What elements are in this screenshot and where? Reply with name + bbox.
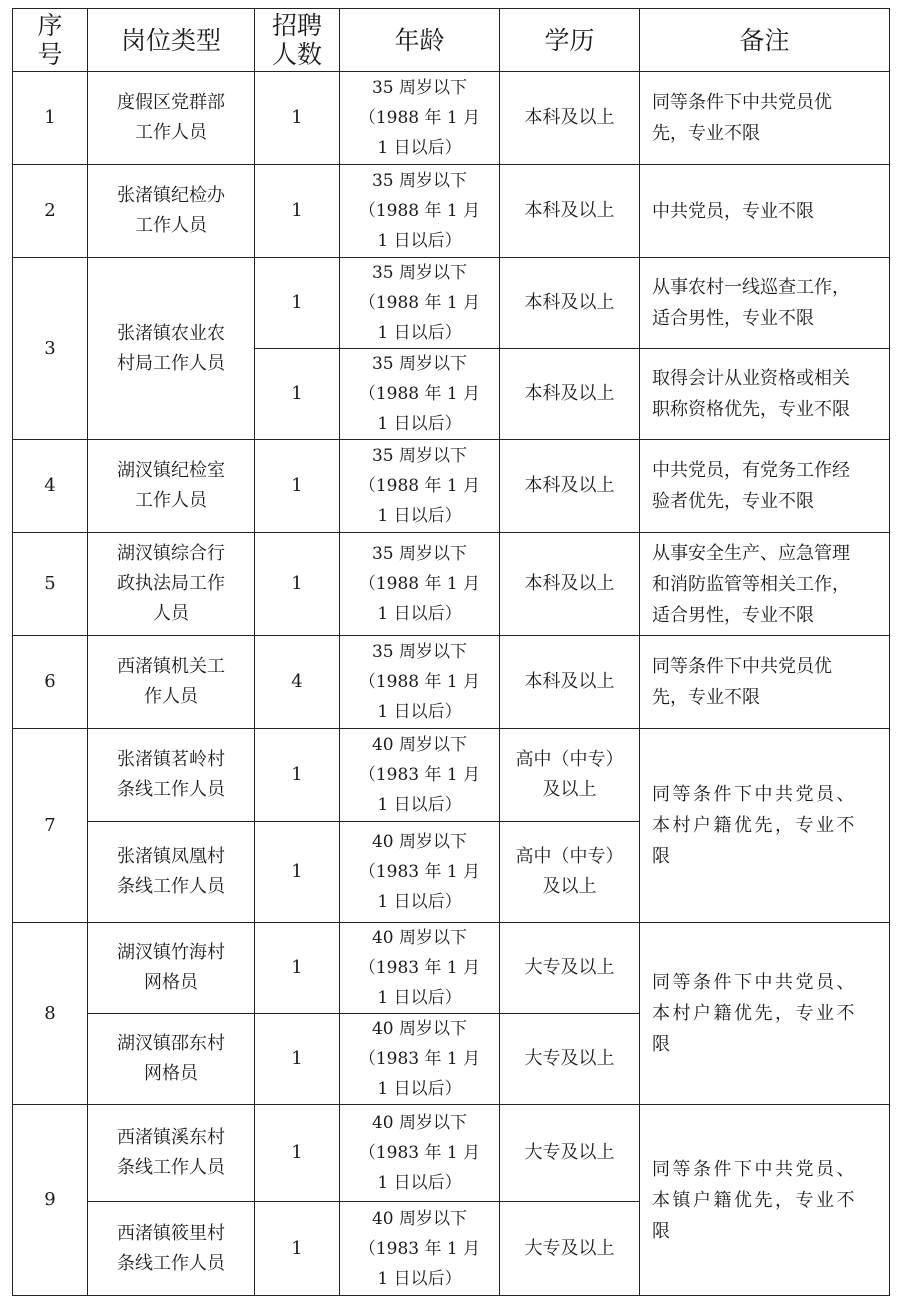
row-seq: 2 bbox=[13, 165, 88, 258]
row-seq: 9 bbox=[13, 1105, 88, 1296]
row-post: 度假区党群部 工作人员 bbox=[88, 72, 255, 165]
row-seq: 1 bbox=[13, 72, 88, 165]
row-count: 1 bbox=[255, 822, 340, 923]
row-count: 1 bbox=[255, 72, 340, 165]
table-row bbox=[13, 258, 890, 349]
header-seq: 序 号 bbox=[13, 9, 88, 72]
table-row bbox=[13, 729, 890, 822]
row-age: 40 周岁以下 （1983 年 1 月 1 日以后） bbox=[340, 1105, 500, 1202]
row-edu: 本科及以上 bbox=[500, 72, 640, 165]
row-count: 4 bbox=[255, 636, 340, 729]
row-count: 1 bbox=[255, 729, 340, 822]
row-note: 中共党员，有党务工作经 验者优先，专业不限 bbox=[640, 440, 890, 533]
recruitment-table bbox=[12, 8, 890, 1296]
row-edu: 大专及以上 bbox=[500, 923, 640, 1014]
table-row bbox=[13, 440, 890, 533]
row-note: 同等条件下中共党员、 本镇户籍优先，专业不 限 bbox=[640, 1105, 890, 1296]
row-age: 35 周岁以下 （1988 年 1 月 1 日以后） bbox=[340, 533, 500, 636]
row-count: 1 bbox=[255, 1014, 340, 1105]
row-count: 1 bbox=[255, 1105, 340, 1202]
table-row bbox=[13, 923, 890, 1014]
row-note: 中共党员，专业不限 bbox=[640, 165, 890, 258]
row-edu: 大专及以上 bbox=[500, 1014, 640, 1105]
row-count: 1 bbox=[255, 258, 340, 349]
row-note: 同等条件下中共党员、 本村户籍优先，专业不 限 bbox=[640, 923, 890, 1105]
row-seq: 3 bbox=[13, 258, 88, 440]
row-post: 西渚镇溪东村 条线工作人员 bbox=[88, 1105, 255, 1202]
table-header-row bbox=[13, 9, 890, 72]
recruitment-table-container bbox=[12, 8, 890, 1296]
row-count: 1 bbox=[255, 923, 340, 1014]
table-row bbox=[13, 533, 890, 636]
header-edu: 学历 bbox=[500, 9, 640, 72]
row-age: 40 周岁以下 （1983 年 1 月 1 日以后） bbox=[340, 729, 500, 822]
row-age: 35 周岁以下 （1988 年 1 月 1 日以后） bbox=[340, 349, 500, 440]
row-edu: 高中（中专） 及以上 bbox=[500, 729, 640, 822]
row-post: 西渚镇机关工 作人员 bbox=[88, 636, 255, 729]
row-edu: 本科及以上 bbox=[500, 349, 640, 440]
row-age: 35 周岁以下 （1988 年 1 月 1 日以后） bbox=[340, 258, 500, 349]
row-post: 张渚镇纪检办 工作人员 bbox=[88, 165, 255, 258]
row-note: 从事农村一线巡查工作， 适合男性，专业不限 bbox=[640, 258, 890, 349]
row-seq: 5 bbox=[13, 533, 88, 636]
row-seq: 8 bbox=[13, 923, 88, 1105]
row-count: 1 bbox=[255, 165, 340, 258]
row-note: 同等条件下中共党员优 先，专业不限 bbox=[640, 72, 890, 165]
row-edu: 本科及以上 bbox=[500, 165, 640, 258]
row-note: 同等条件下中共党员优 先，专业不限 bbox=[640, 636, 890, 729]
row-seq: 4 bbox=[13, 440, 88, 533]
header-count: 招聘 人数 bbox=[255, 9, 340, 72]
row-age: 40 周岁以下 （1983 年 1 月 1 日以后） bbox=[340, 1202, 500, 1296]
row-edu: 大专及以上 bbox=[500, 1202, 640, 1296]
row-edu: 本科及以上 bbox=[500, 533, 640, 636]
row-count: 1 bbox=[255, 349, 340, 440]
row-post: 湖汊镇邵东村 网格员 bbox=[88, 1014, 255, 1105]
row-post: 湖汊镇竹海村 网格员 bbox=[88, 923, 255, 1014]
row-age: 35 周岁以下 （1988 年 1 月 1 日以后） bbox=[340, 636, 500, 729]
row-age: 35 周岁以下 （1988 年 1 月 1 日以后） bbox=[340, 165, 500, 258]
row-count: 1 bbox=[255, 440, 340, 533]
row-age: 40 周岁以下 （1983 年 1 月 1 日以后） bbox=[340, 822, 500, 923]
row-post: 张渚镇茗岭村 条线工作人员 bbox=[88, 729, 255, 822]
row-edu: 本科及以上 bbox=[500, 440, 640, 533]
row-seq: 7 bbox=[13, 729, 88, 923]
table-row bbox=[13, 165, 890, 258]
row-post: 张渚镇凤凰村 条线工作人员 bbox=[88, 822, 255, 923]
row-edu: 本科及以上 bbox=[500, 636, 640, 729]
row-age: 40 周岁以下 （1983 年 1 月 1 日以后） bbox=[340, 923, 500, 1014]
row-edu: 大专及以上 bbox=[500, 1105, 640, 1202]
header-post: 岗位类型 bbox=[88, 9, 255, 72]
row-count: 1 bbox=[255, 1202, 340, 1296]
table-row bbox=[13, 636, 890, 729]
header-age: 年龄 bbox=[340, 9, 500, 72]
row-post: 张渚镇农业农 村局工作人员 bbox=[88, 258, 255, 440]
row-post: 西渚镇筱里村 条线工作人员 bbox=[88, 1202, 255, 1296]
row-note: 从事安全生产、应急管理 和消防监管等相关工作， 适合男性，专业不限 bbox=[640, 533, 890, 636]
row-count: 1 bbox=[255, 533, 340, 636]
table-row bbox=[13, 1105, 890, 1202]
row-note: 取得会计从业资格或相关 职称资格优先，专业不限 bbox=[640, 349, 890, 440]
row-note: 同等条件下中共党员、 本村户籍优先，专业不 限 bbox=[640, 729, 890, 923]
row-post: 湖汊镇纪检室 工作人员 bbox=[88, 440, 255, 533]
row-edu: 高中（中专） 及以上 bbox=[500, 822, 640, 923]
row-age: 35 周岁以下 （1988 年 1 月 1 日以后） bbox=[340, 72, 500, 165]
row-seq: 6 bbox=[13, 636, 88, 729]
row-post: 湖汊镇综合行 政执法局工作 人员 bbox=[88, 533, 255, 636]
row-edu: 本科及以上 bbox=[500, 258, 640, 349]
header-note: 备注 bbox=[640, 9, 890, 72]
row-age: 40 周岁以下 （1983 年 1 月 1 日以后） bbox=[340, 1014, 500, 1105]
row-age: 35 周岁以下 （1988 年 1 月 1 日以后） bbox=[340, 440, 500, 533]
table-row bbox=[13, 72, 890, 165]
